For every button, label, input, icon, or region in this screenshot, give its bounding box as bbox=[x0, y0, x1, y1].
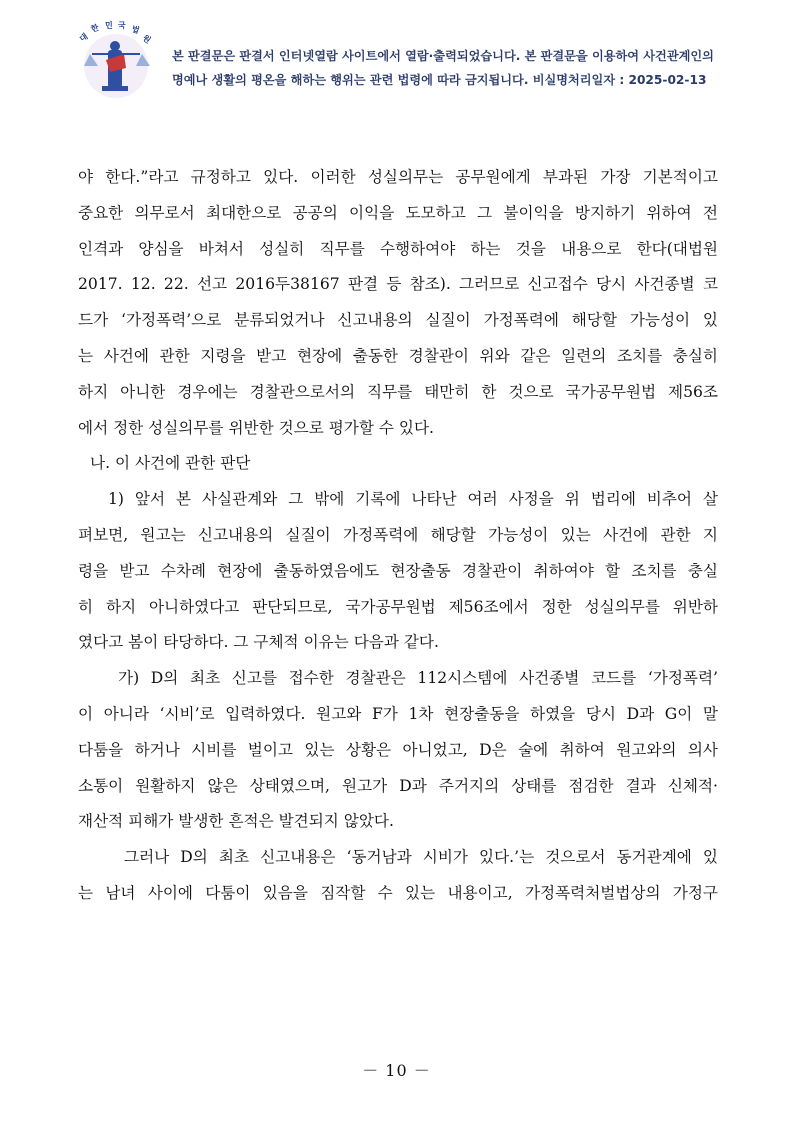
notice-line-2: 명예나 생활의 평온을 해하는 행위는 관련 법령에 따라 금지됩니다. 비실명처리일자 : 2025-02-13 bbox=[172, 73, 707, 87]
judgment-body bbox=[78, 160, 718, 912]
page-number: － 10 － bbox=[362, 1061, 431, 1080]
text-line: 령을 받고 수차례 현장에 출동하였음에도 현장출동 경찰관이 취하여야 할 조치를 충실 bbox=[78, 561, 718, 580]
text-line: 에서 정한 성실의무를 위반한 것으로 평가할 수 있다. bbox=[78, 418, 434, 437]
text-line: 는 남녀 사이에 다툼이 있음을 짐작할 수 있는 내용이고, 가정폭력처벌법상의 가정구 bbox=[78, 883, 718, 902]
svg-text:민: 민 bbox=[105, 21, 113, 30]
svg-text:국: 국 bbox=[118, 21, 126, 30]
svg-text:대: 대 bbox=[77, 31, 90, 44]
svg-text:원: 원 bbox=[140, 33, 153, 46]
text-line: 야 한다.”라고 규정하고 있다. 이러한 성실의무는 공무원에게 부과된 가장 기본적이고 bbox=[78, 168, 718, 186]
usage-notice bbox=[172, 44, 772, 92]
paragraph-start-line: 그러나 D의 최초 신고내용은 ‘동거남과 시비가 있다.’는 것으로서 동거관계에 있 bbox=[124, 848, 718, 867]
text-line: 이 아니라 ‘시비’로 입력하였다. 원고와 F가 1차 현장출동을 하였을 당시 D과 G이 말 bbox=[78, 704, 718, 723]
text-line: 소통이 원활하지 않은 상태였으며, 원고가 D과 주거지의 상태를 점검한 결과 신체적· bbox=[78, 776, 718, 795]
text-line: 다툼을 하거나 시비를 벌이고 있는 상황은 아니었고, D은 술에 취하여 원고와의 의사 bbox=[78, 740, 718, 759]
svg-text:한: 한 bbox=[89, 22, 100, 34]
text-line: 하지 아니한 경우에는 경찰관으로서의 직무를 태만히 한 것으로 국가공무원법 제56조 bbox=[78, 382, 718, 401]
section-heading: 나. 이 사건에 관한 판단 bbox=[90, 454, 251, 473]
text-line: 드가 ‘가정폭력’으로 분류되었거나 신고내용의 실질이 가정폭력에 해당할 가능성이 있 bbox=[78, 311, 718, 330]
text-line: 펴보면, 원고는 신고내용의 실질이 가정폭력에 해당할 가능성이 있는 사건에 관한 지 bbox=[78, 525, 718, 544]
paragraph-start-line: 1) 앞서 본 사실관계와 그 밖에 기록에 나타난 여러 사정을 위 법리에 비추어 살 bbox=[108, 490, 718, 509]
text-line: 중요한 의무로서 최대한으로 공공의 이익을 도모하고 그 불이익을 방지하기 위하여 전 bbox=[78, 203, 718, 222]
paragraph-start-line: 가) D의 최초 신고를 접수한 경찰관은 112시스템에 사건종별 코드를 ‘가정폭력’ bbox=[118, 669, 718, 688]
text-line: 였다고 봄이 타당하다. 그 구체적 이유는 다음과 같다. bbox=[78, 633, 439, 652]
court-emblem-logo bbox=[70, 20, 162, 98]
text-line: 인격과 양심을 바쳐서 성실히 직무를 수행하여야 하는 것을 내용으로 한다(대법원 bbox=[78, 239, 718, 258]
text-line: 히 하지 아니하였다고 판단되므로, 국가공무원법 제56조에서 정한 성실의무를 위반하 bbox=[78, 597, 718, 616]
text-line: 2017. 12. 22. 선고 2016두38167 판결 등 참조). 그러므로 신고접수 당시 사건종별 코 bbox=[78, 275, 718, 294]
svg-text:법: 법 bbox=[130, 24, 141, 36]
notice-line-1: 본 판결문은 판결서 인터넷열람 사이트에서 열람·출력되었습니다. 본 판결문을 이용하여 사건관계인의 bbox=[172, 49, 714, 63]
text-line: 재산적 피해가 발생한 흔적은 발견되지 않았다. bbox=[78, 812, 394, 831]
text-line: 는 사건에 관한 지령을 받고 현장에 출동한 경찰관이 위와 같은 일련의 조치를 충실히 bbox=[78, 346, 718, 365]
page-header bbox=[0, 0, 793, 110]
